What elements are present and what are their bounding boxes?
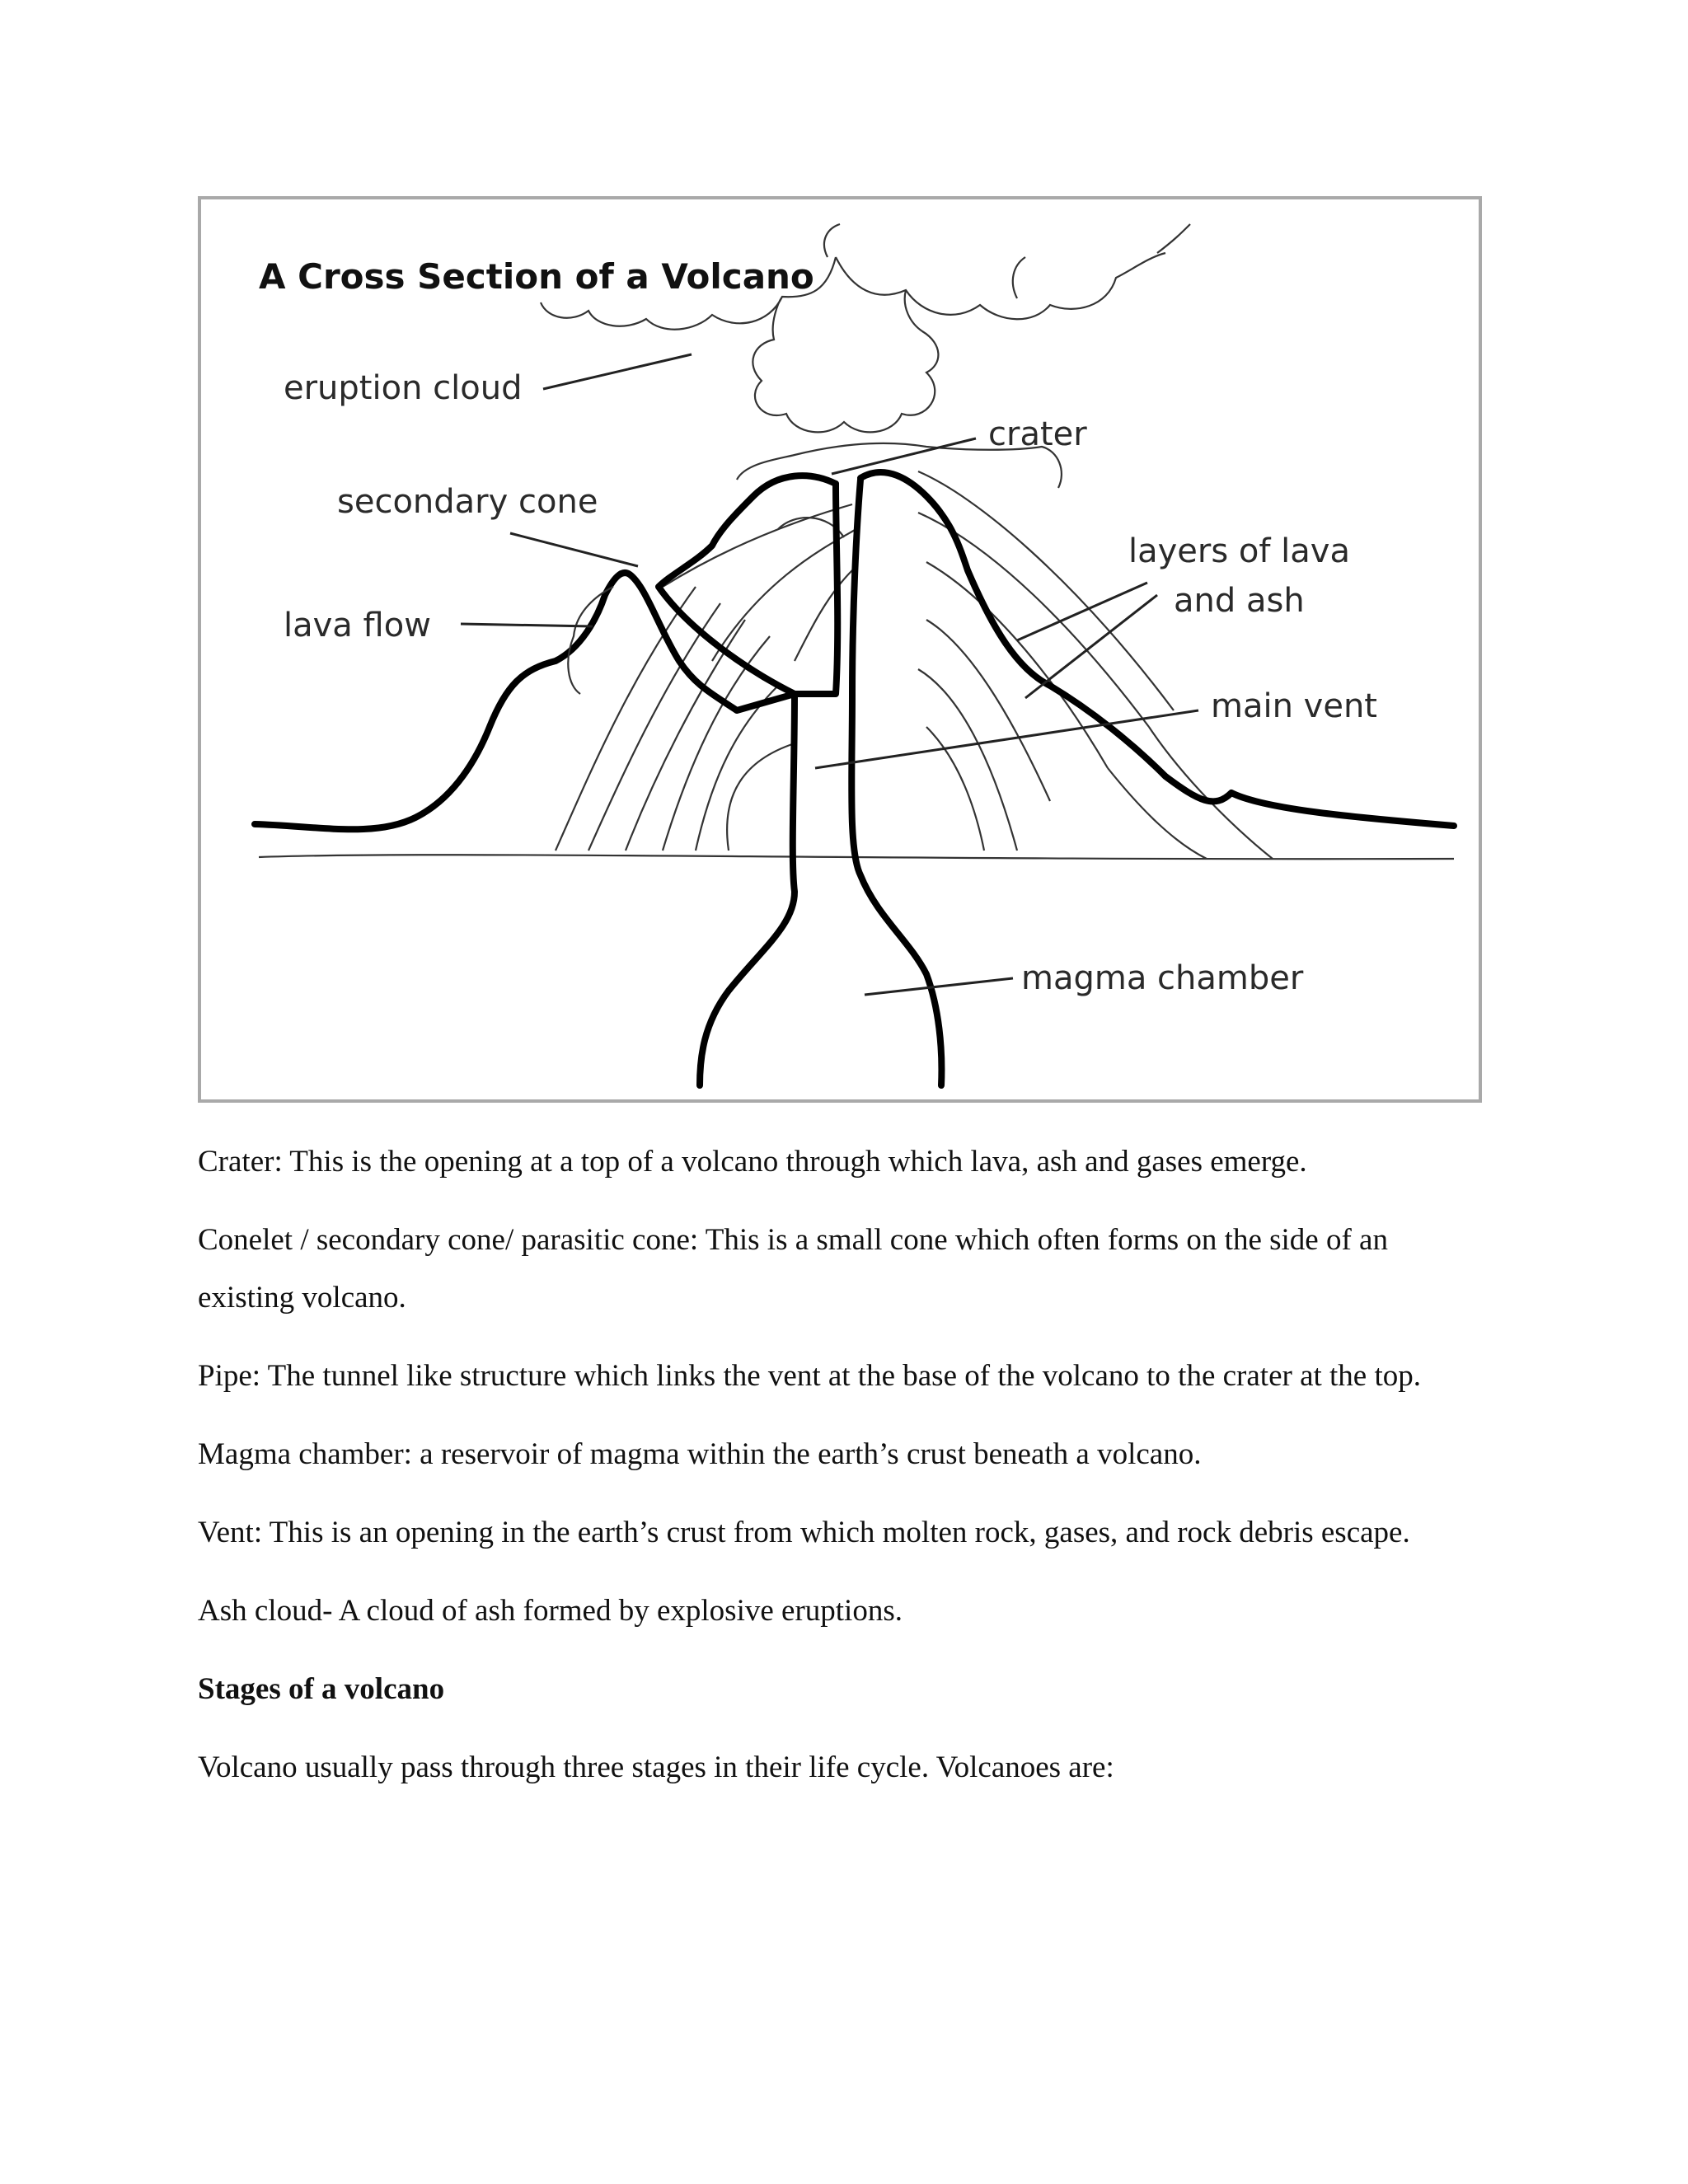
- eruption-cloud: [541, 224, 1190, 432]
- definition-magma-chamber: Magma chamber: a reservoir of magma within the earth’s crust beneath a volcano.: [198, 1437, 1202, 1471]
- definition-pipe: Pipe: The tunnel like structure which links the vent at the base of the volcano to the crater at the top.: [198, 1359, 1422, 1393]
- intro-paragraph: Volcano usually pass through three stages in their life cycle. Volcanoes are:: [198, 1750, 1114, 1784]
- leader-eruption-cloud: [543, 354, 692, 389]
- label-magma-chamber: magma chamber: [1021, 959, 1304, 997]
- label-eruption-cloud: eruption cloud: [284, 369, 523, 407]
- label-secondary-cone: secondary cone: [337, 483, 598, 521]
- diagram-title: A Cross Section of a Volcano: [259, 256, 814, 297]
- volcano-outline-right: [860, 472, 1454, 826]
- volcano-cross-section-drawing: [201, 199, 1479, 1099]
- label-main-vent: main vent: [1211, 687, 1377, 725]
- leader-magma-chamber: [865, 978, 1013, 995]
- cloud-puff-left: [1013, 257, 1025, 298]
- definition-secondary-cone: Conelet / secondary cone/ parasitic cone: This is a small cone which often forms on the side of an existing volcano.: [198, 1223, 1388, 1315]
- leader-layers-1: [1017, 583, 1147, 640]
- definitions-block: [198, 1133, 1484, 1797]
- definition-crater: Crater: This is the opening at a top of a volcano through which lava, ash and gases emerge.: [198, 1145, 1307, 1179]
- label-lava-flow: lava flow: [284, 607, 431, 644]
- volcano-outline-left: [255, 573, 795, 1085]
- label-layers-line2: and ash: [1174, 582, 1305, 620]
- leader-lava-flow: [461, 624, 593, 626]
- leader-secondary-cone: [510, 533, 638, 566]
- lava-ash-layers: [556, 471, 1273, 859]
- label-layers-line1: layers of lava: [1128, 532, 1350, 570]
- definition-ash-cloud: Ash cloud- A cloud of ash formed by explosive eruptions.: [198, 1594, 903, 1628]
- label-crater: crater: [988, 415, 1087, 453]
- leader-main-vent: [815, 710, 1198, 768]
- secondary-cone: [659, 476, 836, 694]
- section-heading: Stages of a volcano: [198, 1672, 445, 1706]
- volcano-diagram: [198, 196, 1482, 1103]
- lava-flow: [568, 587, 613, 694]
- definition-vent: Vent: This is an opening in the earth’s crust from which molten rock, gases, and rock debris escape.: [198, 1516, 1410, 1549]
